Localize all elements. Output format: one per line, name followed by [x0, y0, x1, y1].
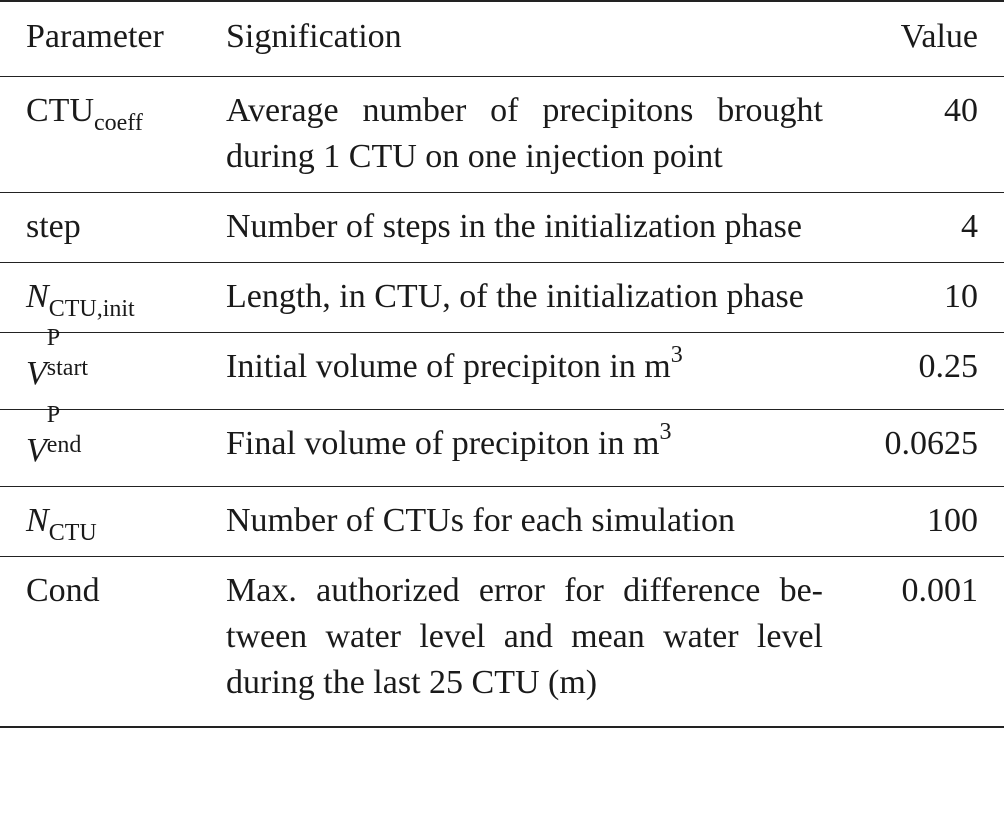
table-row [0, 193, 1004, 263]
param-subscript: end [46, 432, 82, 458]
signification-cell: Max. authorized error for difference be-tween water level and mean water level during the last 25 CTU (m) [226, 557, 841, 728]
signification-cell: Average number of precipitons brought during 1 CTU on one injection point [226, 77, 841, 193]
table-row [0, 77, 1004, 193]
param-subscript: CTU [48, 520, 97, 546]
unit-superscript: 3 [670, 342, 683, 368]
table-header-row [0, 1, 1004, 77]
param-symbol: CTU [26, 92, 94, 129]
parameter-cell [0, 487, 226, 557]
header-value: Value [841, 1, 1004, 77]
parameter-cell [0, 193, 226, 263]
signification-text: Initial volume of precipiton in m [226, 348, 671, 385]
parameter-cell [0, 263, 226, 333]
signification-cell: Length, in CTU, of the initialization phase [226, 263, 841, 333]
value-cell: 0.25 [841, 333, 1004, 410]
param-subscript: start [46, 355, 89, 381]
param-symbol: N [26, 502, 49, 539]
table-row [0, 410, 1004, 487]
param-symbol: V [26, 432, 47, 469]
param-superscript: P [46, 325, 61, 351]
value-cell: 100 [841, 487, 1004, 557]
param-sup-sub [46, 402, 125, 461]
param-symbol: Cond [26, 572, 100, 609]
table-row [0, 487, 1004, 557]
param-subscript: coeff [94, 110, 143, 136]
signification-cell: Number of CTUs for each simulation [226, 487, 841, 557]
table-row [0, 263, 1004, 333]
value-cell: 4 [841, 193, 1004, 263]
param-symbol: V [26, 355, 47, 392]
param-superscript: P [46, 402, 61, 428]
value-cell: 0.0625 [841, 410, 1004, 487]
signification-cell [226, 410, 841, 487]
parameter-cell [0, 557, 226, 728]
param-sup-sub [46, 325, 125, 384]
signification-cell [226, 333, 841, 410]
parameter-cell [0, 325, 226, 410]
value-cell: 40 [841, 77, 1004, 193]
signification-text: Final volume of precipiton in m [226, 425, 660, 462]
param-symbol: N [26, 278, 49, 315]
parameter-cell [0, 402, 226, 487]
unit-superscript: 3 [659, 419, 672, 445]
parameter-cell [0, 77, 226, 193]
signification-cell: Number of steps in the initialization phase [226, 193, 841, 263]
param-subscript: CTU,init [48, 296, 135, 322]
value-cell: 0.001 [841, 557, 1004, 728]
param-symbol: step [26, 208, 81, 245]
header-signification: Signification [226, 1, 841, 77]
table-row [0, 557, 1004, 728]
table-row [0, 333, 1004, 410]
value-cell: 10 [841, 263, 1004, 333]
header-parameter: Parameter [0, 1, 226, 77]
